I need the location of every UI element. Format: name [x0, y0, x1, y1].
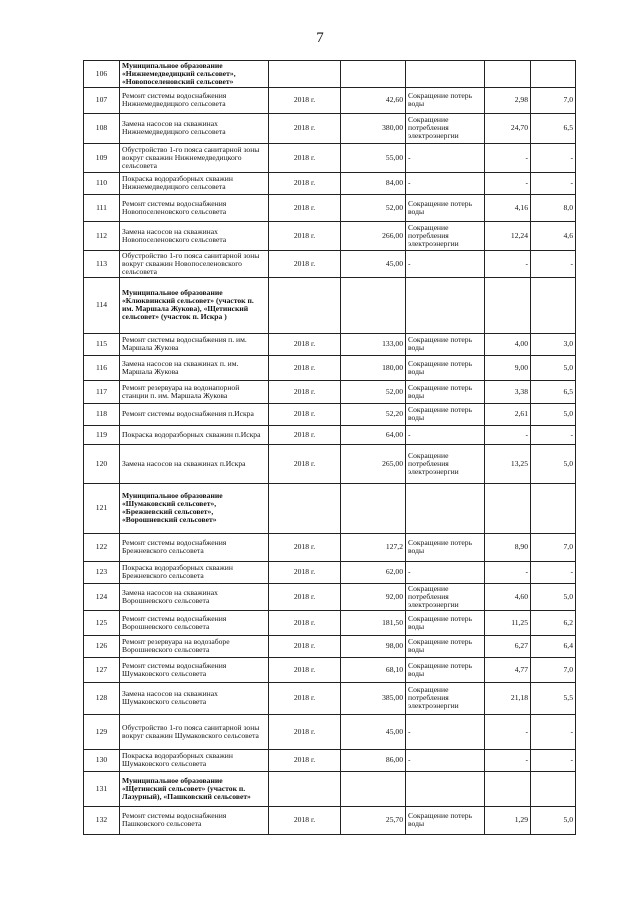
measure-name: Обустройство 1-го пояса санитарной зоны вокруг скважин Нижнемедведицкого сельсовета [120, 143, 269, 172]
savings-cell: - [485, 749, 531, 771]
municipality-header: Муниципальное образование «Щетинский сельсовет» (участок п. Лазурный), «Пашковский сельсовет» [120, 771, 269, 806]
row-number: 130 [84, 749, 120, 771]
measure-name: Ремонт системы водоснабжения Ворошневского сельсовета [120, 610, 269, 635]
savings-cell: 3,38 [485, 380, 531, 403]
savings-cell: 4,00 [485, 333, 531, 355]
savings-cell: 24,70 [485, 113, 531, 143]
cost-cell [341, 61, 406, 88]
table-row [84, 771, 576, 806]
payback-cell: 5,0 [531, 583, 576, 610]
payback-cell: - [531, 749, 576, 771]
savings-cell: 1,29 [485, 806, 531, 834]
measure-name: Ремонт системы водоснабжения Брежневского сельсовета [120, 533, 269, 561]
payback-cell: 6,2 [531, 610, 576, 635]
year-cell [269, 771, 341, 806]
year-cell: 2018 г. [269, 380, 341, 403]
payback-cell: - [531, 425, 576, 444]
savings-cell: 21,18 [485, 682, 531, 714]
cost-cell: 127,2 [341, 533, 406, 561]
measure-name: Ремонт системы водоснабжения п. им. Маршала Жукова [120, 333, 269, 355]
year-cell: 2018 г. [269, 221, 341, 250]
cost-cell: 55,00 [341, 143, 406, 172]
year-cell [269, 61, 341, 88]
effect-cell: - [406, 714, 485, 749]
row-number: 122 [84, 533, 120, 561]
cost-cell: 62,00 [341, 561, 406, 583]
table-row [84, 483, 576, 533]
row-number: 115 [84, 333, 120, 355]
row-number: 124 [84, 583, 120, 610]
savings-cell [485, 771, 531, 806]
payback-cell [531, 277, 576, 333]
payback-cell: - [531, 250, 576, 277]
effect-cell: Сокращение потерь воды [406, 635, 485, 657]
measure-name: Покраска водоразборных скважин Брежневского сельсовета [120, 561, 269, 583]
effect-cell: - [406, 561, 485, 583]
measure-name: Замена насосов на скважинах Нижнемедведицкого сельсовета [120, 113, 269, 143]
effect-cell: - [406, 172, 485, 194]
measure-name: Ремонт системы водоснабжения Шумаковского сельсовета [120, 657, 269, 682]
table-row [84, 561, 576, 583]
table-row [84, 113, 576, 143]
table-row [84, 221, 576, 250]
year-cell: 2018 г. [269, 194, 341, 221]
table-row [84, 425, 576, 444]
measures-table [83, 60, 576, 835]
payback-cell: - [531, 561, 576, 583]
row-number: 109 [84, 143, 120, 172]
cost-cell: 266,00 [341, 221, 406, 250]
payback-cell: 5,5 [531, 682, 576, 714]
effect-cell: Сокращение потерь воды [406, 194, 485, 221]
table-row [84, 714, 576, 749]
table-row [84, 444, 576, 483]
effect-cell: - [406, 425, 485, 444]
effect-cell: Сокращение потерь воды [406, 533, 485, 561]
table-row [84, 355, 576, 380]
payback-cell: 7,0 [531, 87, 576, 113]
cost-cell [341, 771, 406, 806]
cost-cell [341, 277, 406, 333]
payback-cell: 6,4 [531, 635, 576, 657]
table-body [84, 61, 576, 835]
year-cell: 2018 г. [269, 657, 341, 682]
cost-cell: 52,00 [341, 380, 406, 403]
effect-cell [406, 61, 485, 88]
year-cell: 2018 г. [269, 749, 341, 771]
municipality-header: Муниципальное образование «Шумаковский сельсовет», «Брежневский сельсовет», «Ворошневский сельсовет» [120, 483, 269, 533]
year-cell: 2018 г. [269, 143, 341, 172]
row-number: 113 [84, 250, 120, 277]
effect-cell [406, 277, 485, 333]
table-row [84, 635, 576, 657]
effect-cell: - [406, 143, 485, 172]
cost-cell: 84,00 [341, 172, 406, 194]
effect-cell: Сокращение потерь воды [406, 333, 485, 355]
year-cell: 2018 г. [269, 172, 341, 194]
table-row [84, 657, 576, 682]
row-number: 119 [84, 425, 120, 444]
row-number: 108 [84, 113, 120, 143]
payback-cell: - [531, 143, 576, 172]
page-number: 7 [316, 30, 324, 46]
year-cell: 2018 г. [269, 806, 341, 834]
row-number: 116 [84, 355, 120, 380]
effect-cell: Сокращение потребления электроэнергии [406, 113, 485, 143]
measure-name: Покраска водоразборных скважин Шумаковского сельсовета [120, 749, 269, 771]
year-cell: 2018 г. [269, 333, 341, 355]
cost-cell [341, 483, 406, 533]
row-number: 129 [84, 714, 120, 749]
effect-cell [406, 771, 485, 806]
municipality-header: Муниципальное образование «Нижнемедведицкий сельсовет», «Новопоселеновский сельсовет» [120, 61, 269, 88]
savings-cell: 12,24 [485, 221, 531, 250]
effect-cell: Сокращение потребления электроэнергии [406, 221, 485, 250]
effect-cell: Сокращение потерь воды [406, 806, 485, 834]
measure-name: Замена насосов на скважинах п.Искра [120, 444, 269, 483]
payback-cell: 5,0 [531, 806, 576, 834]
effect-cell: - [406, 250, 485, 277]
measure-name: Ремонт системы водоснабжения Нижнемедведицкого сельсовета [120, 87, 269, 113]
cost-cell: 181,50 [341, 610, 406, 635]
savings-cell [485, 483, 531, 533]
measure-name: Замена насосов на скважинах Ворошневского сельсовета [120, 583, 269, 610]
savings-cell [485, 61, 531, 88]
effect-cell [406, 483, 485, 533]
savings-cell: 6,27 [485, 635, 531, 657]
payback-cell: - [531, 714, 576, 749]
year-cell: 2018 г. [269, 533, 341, 561]
cost-cell: 86,00 [341, 749, 406, 771]
row-number: 117 [84, 380, 120, 403]
year-cell [269, 277, 341, 333]
year-cell: 2018 г. [269, 250, 341, 277]
savings-cell [485, 277, 531, 333]
table-row [84, 87, 576, 113]
cost-cell: 92,00 [341, 583, 406, 610]
measure-name: Ремонт резервуара на водозаборе Ворошневского сельсовета [120, 635, 269, 657]
table-row [84, 806, 576, 834]
row-number: 120 [84, 444, 120, 483]
payback-cell: 6,5 [531, 113, 576, 143]
table-row [84, 682, 576, 714]
year-cell: 2018 г. [269, 635, 341, 657]
effect-cell: Сокращение потерь воды [406, 657, 485, 682]
measure-name: Ремонт системы водоснабжения п.Искра [120, 403, 269, 425]
row-number: 111 [84, 194, 120, 221]
year-cell: 2018 г. [269, 113, 341, 143]
table-row [84, 333, 576, 355]
savings-cell: - [485, 561, 531, 583]
municipality-header: Муниципальное образование «Клюквинский сельсовет» (участок п. им. Маршала Жукова), «Щетинский сельсовет» (участок п. Искра ) [120, 277, 269, 333]
year-cell: 2018 г. [269, 714, 341, 749]
savings-cell: 2,98 [485, 87, 531, 113]
payback-cell: 3,0 [531, 333, 576, 355]
payback-cell: 4,6 [531, 221, 576, 250]
savings-cell: 8,90 [485, 533, 531, 561]
table-row [84, 749, 576, 771]
table-row [84, 143, 576, 172]
year-cell: 2018 г. [269, 610, 341, 635]
year-cell: 2018 г. [269, 561, 341, 583]
year-cell [269, 483, 341, 533]
measure-name: Замена насосов на скважинах Новопоселеновского сельсовета [120, 221, 269, 250]
payback-cell: 5,0 [531, 355, 576, 380]
savings-cell: 4,16 [485, 194, 531, 221]
row-number: 106 [84, 61, 120, 88]
effect-cell: Сокращение потребления электроэнергии [406, 444, 485, 483]
savings-cell: 9,00 [485, 355, 531, 380]
row-number: 123 [84, 561, 120, 583]
row-number: 121 [84, 483, 120, 533]
savings-cell: - [485, 714, 531, 749]
effect-cell: Сокращение потерь воды [406, 355, 485, 380]
table-row [84, 277, 576, 333]
savings-cell: 4,77 [485, 657, 531, 682]
row-number: 131 [84, 771, 120, 806]
savings-cell: 2,61 [485, 403, 531, 425]
cost-cell: 52,20 [341, 403, 406, 425]
cost-cell: 64,00 [341, 425, 406, 444]
cost-cell: 385,00 [341, 682, 406, 714]
payback-cell: 7,0 [531, 533, 576, 561]
row-number: 118 [84, 403, 120, 425]
measure-name: Обустройство 1-го пояса санитарной зоны вокруг скважин Новопоселеновского сельсовета [120, 250, 269, 277]
row-number: 125 [84, 610, 120, 635]
cost-cell: 380,00 [341, 113, 406, 143]
measure-name: Ремонт резервуара на водонапорной станции п. им. Маршала Жукова [120, 380, 269, 403]
row-number: 112 [84, 221, 120, 250]
table-row [84, 172, 576, 194]
year-cell: 2018 г. [269, 425, 341, 444]
year-cell: 2018 г. [269, 87, 341, 113]
cost-cell: 45,00 [341, 714, 406, 749]
effect-cell: Сокращение потерь воды [406, 380, 485, 403]
table-row [84, 583, 576, 610]
table-row [84, 403, 576, 425]
table-row [84, 610, 576, 635]
savings-cell: 4,60 [485, 583, 531, 610]
cost-cell: 52,00 [341, 194, 406, 221]
savings-cell: 11,25 [485, 610, 531, 635]
effect-cell: Сокращение потерь воды [406, 610, 485, 635]
row-number: 107 [84, 87, 120, 113]
row-number: 128 [84, 682, 120, 714]
table-row [84, 250, 576, 277]
year-cell: 2018 г. [269, 444, 341, 483]
row-number: 126 [84, 635, 120, 657]
table-row [84, 194, 576, 221]
measure-name: Ремонт системы водоснабжения Новопоселеновского сельсовета [120, 194, 269, 221]
cost-cell: 45,00 [341, 250, 406, 277]
measure-name: Покраска водоразборных скважин Нижнемедведицкого сельсовета [120, 172, 269, 194]
row-number: 132 [84, 806, 120, 834]
table-row [84, 533, 576, 561]
cost-cell: 265,00 [341, 444, 406, 483]
savings-cell: - [485, 425, 531, 444]
row-number: 110 [84, 172, 120, 194]
payback-cell: 5,0 [531, 444, 576, 483]
savings-cell: 13,25 [485, 444, 531, 483]
effect-cell: - [406, 749, 485, 771]
payback-cell: 5,0 [531, 403, 576, 425]
measure-name: Замена насосов на скважинах п. им. Маршала Жукова [120, 355, 269, 380]
cost-cell: 133,00 [341, 333, 406, 355]
table-row [84, 380, 576, 403]
effect-cell: Сокращение потребления электроэнергии [406, 682, 485, 714]
cost-cell: 98,00 [341, 635, 406, 657]
year-cell: 2018 г. [269, 682, 341, 714]
cost-cell: 25,70 [341, 806, 406, 834]
cost-cell: 180,00 [341, 355, 406, 380]
effect-cell: Сокращение потерь воды [406, 403, 485, 425]
table-row [84, 61, 576, 88]
payback-cell: 7,0 [531, 657, 576, 682]
measure-name: Покраска водоразборных скважин п.Искра [120, 425, 269, 444]
payback-cell: 8,0 [531, 194, 576, 221]
row-number: 114 [84, 277, 120, 333]
effect-cell: Сокращение потерь воды [406, 87, 485, 113]
payback-cell: 6,5 [531, 380, 576, 403]
measure-name: Ремонт системы водоснабжения Пашковского сельсовета [120, 806, 269, 834]
row-number: 127 [84, 657, 120, 682]
cost-cell: 42,60 [341, 87, 406, 113]
year-cell: 2018 г. [269, 403, 341, 425]
cost-cell: 68,10 [341, 657, 406, 682]
payback-cell [531, 771, 576, 806]
savings-cell: - [485, 250, 531, 277]
savings-cell: - [485, 143, 531, 172]
payback-cell [531, 483, 576, 533]
year-cell: 2018 г. [269, 583, 341, 610]
payback-cell: - [531, 172, 576, 194]
measure-name: Обустройство 1-го пояса санитарной зоны вокруг скважин Шумаковского сельсовета [120, 714, 269, 749]
year-cell: 2018 г. [269, 355, 341, 380]
savings-cell: - [485, 172, 531, 194]
measure-name: Замена насосов на скважинах Шумаковского сельсовета [120, 682, 269, 714]
effect-cell: Сокращение потребления электроэнергии [406, 583, 485, 610]
payback-cell [531, 61, 576, 88]
